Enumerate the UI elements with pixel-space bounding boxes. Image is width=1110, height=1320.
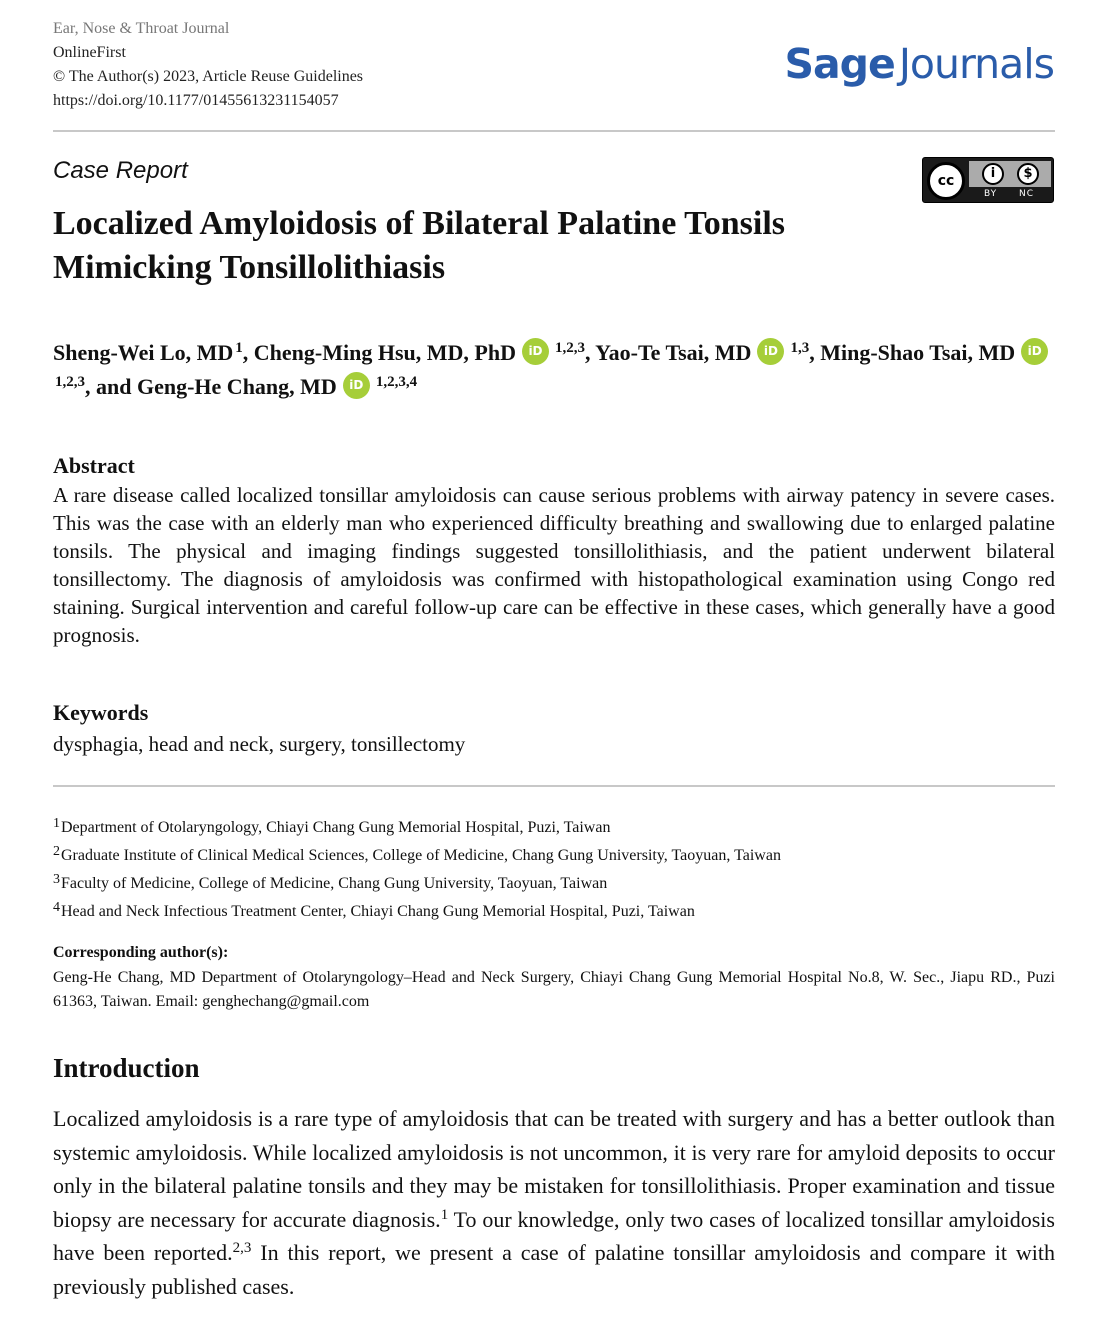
author-name: Geng-He Chang, MD [136,374,337,399]
orcid-icon[interactable] [757,338,784,365]
introduction-text: To our knowledge, only two cases of localized tonsillar amyloidosis have been reported. [53,1206,1055,1265]
abstract-heading: Abstract [53,453,135,478]
introduction-text: In this report, we present a case of palatine tonsillar amyloidosis and compare it with previously published cases. [53,1240,1055,1299]
author-affiliation-sup: 1,2,3 [55,374,85,390]
doi-link[interactable]: https://doi.org/10.1177/01455613231154057 [53,92,339,109]
author-name: Yao-Te Tsai, MD [595,340,752,365]
logo-journals-text: Journals [898,40,1054,88]
orcid-icon[interactable] [343,372,370,399]
affiliation-item [53,870,1055,898]
introduction-text: Localized amyloidosis is a rare type of amyloidosis that can be treated with surgery and has a better outlook than systemic amyloidosis. While localized amyloidosis is not uncommon, it is very rare for amyloid deposits to occur only in the bilateral palatine tonsils and they may be mistaken for tonsillolithiasis. Proper examination and tissue biopsy are necessary for accurate diagnosis. [53,1106,1055,1232]
keywords-heading: Keywords [53,700,149,725]
orcid-icon[interactable] [1021,338,1048,365]
article-meta [53,17,363,113]
keywords-text: dysphagia, head and neck, surgery, tonsillectomy [53,732,466,756]
copyright-line[interactable]: © The Author(s) 2023, Article Reuse Guidelines [53,68,364,85]
introduction-paragraph [53,1102,1055,1303]
affiliation-text: Department of Otolaryngology, Chiayi Chang Gung Memorial Hospital, Puzi, Taiwan [61,819,611,836]
license-nc-label: NC [1019,189,1035,199]
affiliation-number: 3 [53,872,60,887]
author-affiliation-sup: 1 [235,340,243,356]
journal-name: Ear, Nose & Throat Journal [53,20,230,37]
article-title [53,202,893,290]
affiliation-item [53,842,1055,870]
affiliation-number: 2 [53,844,60,859]
author-name: Cheng-Ming Hsu, MD, PhD [253,340,516,365]
corresponding-author-text: Geng-He Chang, MD Department of Otolaryngology–Head and Neck Surgery, Chiayi Chang Gung Memorial Hospital No.8, W. Sec., Jiapu RD., Puzi 61363, Taiwan. Email: genghechang@gmail.com [53,969,1055,1010]
author-affiliation-sup: 1,3 [790,340,810,356]
cc-by-nc-license-badge[interactable] [922,157,1054,203]
author-name: Sheng-Wei Lo, MD [53,340,234,365]
author-name: Ming-Shao Tsai, MD [820,340,1016,365]
affiliations-divider [53,785,1055,787]
affiliation-text: Faculty of Medicine, College of Medicine, Chang Gung University, Taoyuan, Taiwan [61,875,608,892]
license-by-label: BY [984,189,998,199]
reference-citation[interactable]: 2,3 [232,1240,252,1256]
affiliation-list [53,814,1055,926]
abstract-text: A rare disease called localized tonsillar amyloidosis can cause serious problems with airway patency in severe cases. This was the case with an elderly man who experienced difficulty breathing and swallowing due to enlarged palatine tonsils. The physical and imaging findings suggested tonsillolithiasis, and the patient underwent bilateral tonsillectomy. The diagnosis of amyloidosis was confirmed with histopathological examination using Congo red staining. Surgical intervention and careful follow-up care can be effective in these cases, which generally have a good prognosis. [53,483,1055,647]
attribution-icon: i [982,163,1004,185]
noncommercial-icon: $ [1017,163,1039,185]
author-conjunction: and [96,374,132,399]
logo-sage-text: Sage [784,40,895,88]
author-list: Sheng-Wei Lo, MD $^1$, Cheng-Ming Hsu, MD, PhDiD $^{1,2,3}$, Yao-Te Tsai, MDiD $^{1,3}$, Ming-Shao Tsai, MDiD$^{1,2,3}$, and Geng-He Chang, MDiD $^{1,2,3,4}$ [53,336,1055,404]
author-affiliation-sup: 1,2,3 [554,340,585,356]
affiliation-text: Head and Neck Infectious Treatment Center, Chiayi Chang Gung Memorial Hospital, Puzi, Taiwan [61,903,695,920]
sage-journals-logo[interactable] [784,40,1054,88]
introduction-heading: Introduction [53,1053,200,1083]
orcid-icon[interactable] [522,338,549,365]
affiliation-number: 1 [53,816,60,831]
author-affiliation-sup: 1,2,3,4 [375,374,418,390]
affiliation-number: 4 [53,900,60,915]
title-line-2: Mimicking Tonsillolithiasis [53,249,446,286]
title-line-1: Localized Amyloidosis of Bilateral Palatine Tonsils [53,205,785,242]
corresponding-author-heading: Corresponding author(s): [53,944,229,961]
reference-citation[interactable]: 1 [440,1206,449,1223]
affiliation-item [53,898,1055,926]
affiliation-text: Graduate Institute of Clinical Medical Sciences, College of Medicine, Chang Gung University, Taoyuan, Taiwan [61,847,781,864]
header-divider [53,130,1055,132]
publication-status: OnlineFirst [53,44,126,61]
creative-commons-icon: cc [927,162,965,200]
affiliation-item [53,814,1055,842]
article-type: Case Report [53,157,188,184]
